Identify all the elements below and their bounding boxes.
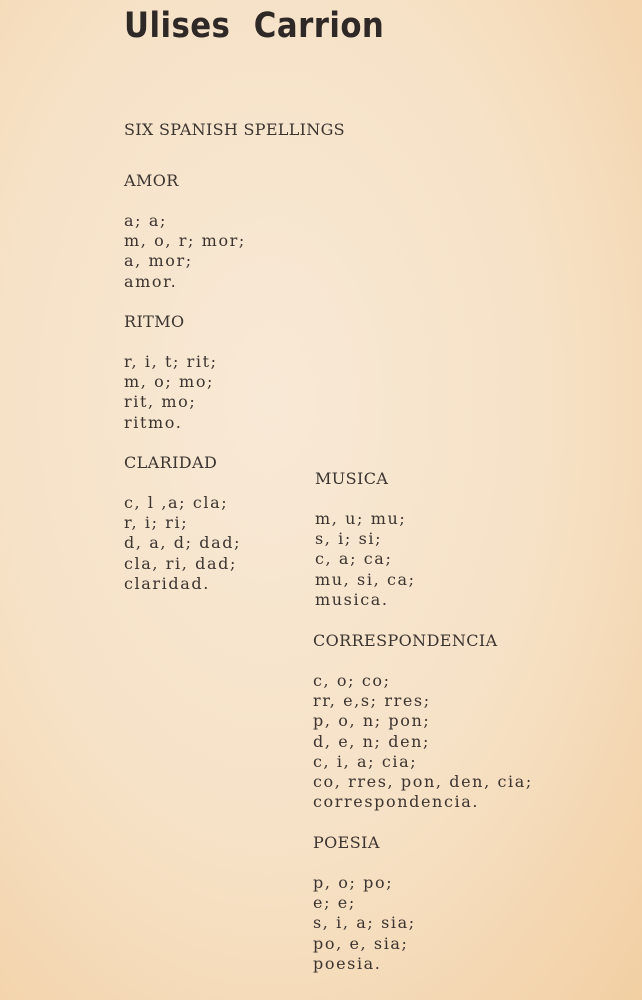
poem-claridad xyxy=(124,453,241,594)
poem-heading: MUSICA xyxy=(315,469,389,488)
poem-line: rit, mo; xyxy=(124,392,197,412)
poem-poesia xyxy=(313,833,416,974)
poem-heading: CLARIDAD xyxy=(124,453,218,472)
poem-line: mu, si, ca; xyxy=(315,569,416,589)
poem-line: c, a; ca; xyxy=(315,549,393,569)
poem-line: ritmo. xyxy=(124,412,183,432)
poem-line: s, i; si; xyxy=(315,529,383,549)
poem-musica xyxy=(315,469,416,610)
poem-line: m, o, r; mor; xyxy=(124,231,246,251)
poem-line: co, rres, pon, den, cia; xyxy=(313,772,533,792)
poem-heading: RITMO xyxy=(124,312,185,331)
poem-line: r, i, t; rit; xyxy=(124,352,218,371)
poem-line: cla, ri, dad; xyxy=(124,553,237,573)
poem-line: c, i, a; cia; xyxy=(313,751,418,771)
poem-line: r, i; ri; xyxy=(124,513,189,533)
author-name: Ulises Carrion xyxy=(124,6,385,46)
poem-line: poesia. xyxy=(313,953,382,973)
poem-line: amor. xyxy=(124,271,178,291)
poem-line: d, e, n; den; xyxy=(313,731,431,751)
poem-ritmo xyxy=(124,312,218,433)
poem-line: c, o; co; xyxy=(313,671,391,690)
poem-line: a; a; xyxy=(124,211,167,230)
poem-series-title: SIX SPANISH SPELLINGS xyxy=(124,120,345,139)
poem-line: e; e; xyxy=(313,893,356,913)
poem-line: m, u; mu; xyxy=(315,509,407,528)
poem-line: m, o; mo; xyxy=(124,372,215,392)
poem-line: claridad. xyxy=(124,573,210,593)
poem-line: a, mor; xyxy=(124,251,193,271)
poem-heading: POESIA xyxy=(313,833,380,852)
poem-line: p, o; po; xyxy=(313,873,394,892)
poem-line: c, l ,a; cla; xyxy=(124,493,229,512)
poem-line: p, o, n; pon; xyxy=(313,711,431,731)
poem-heading: CORRESPONDENCIA xyxy=(313,631,498,650)
poem-line: musica. xyxy=(315,589,389,609)
poem-correspondencia xyxy=(313,631,533,812)
poem-line: rr, e,s; rres; xyxy=(313,691,431,711)
poem-line: po, e, sia; xyxy=(313,933,409,953)
poem-line: d, a, d; dad; xyxy=(124,533,242,553)
poem-amor xyxy=(124,171,246,292)
poem-line: correspondencia. xyxy=(313,792,480,812)
poem-heading: AMOR xyxy=(124,171,179,190)
poem-line: s, i, a; sia; xyxy=(313,913,416,933)
